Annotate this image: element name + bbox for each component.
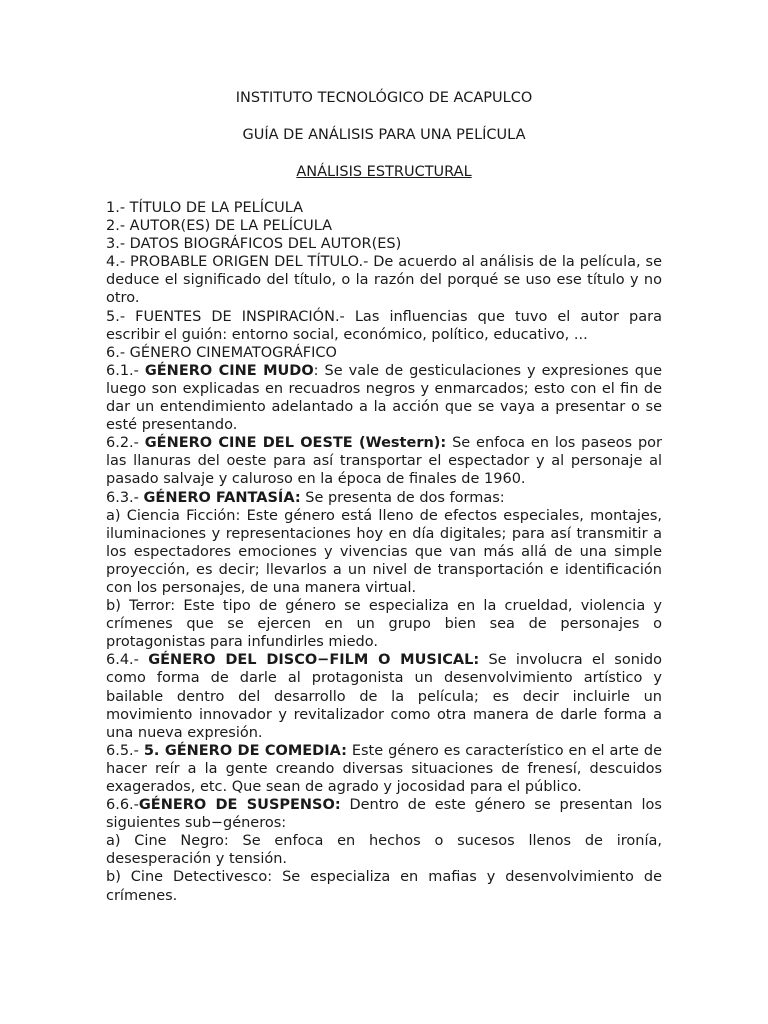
genre-6-6-heading: GÉNERO DE SUSPENSO: — [138, 797, 341, 814]
genre-6-6 — [106, 796, 662, 832]
genre-6-5 — [106, 742, 662, 796]
genre-6-3 — [106, 489, 662, 507]
genre-6-5-num: 6.5.- — [106, 742, 144, 759]
document-body — [106, 199, 662, 905]
item-1: 1.- TÍTULO DE LA PELÍCULA — [106, 200, 304, 216]
item-6: 6.- GÉNERO CINEMATOGRÁFICO — [106, 344, 337, 361]
genre-6-4 — [106, 651, 662, 741]
item-4: 4.- PROBABLE ORIGEN DEL TÍTULO.- De acuerdo al análisis de la película, se deduce el significado del título, o la razón del porqué se uso ese título y no otro. — [106, 254, 662, 307]
genre-6-5-text: Este género es característico en el arte de hacer reír a la gente creando diversas situaciones de frenesí, descuidos exagerados, etc. Que sean de agrado y jocosidad para el público. — [106, 742, 662, 795]
genre-6-3-num: 6.3.- — [106, 489, 144, 506]
genre-6-2 — [106, 434, 662, 488]
institute-title: INSTITUTO TECNOLÓGICO DE ACAPULCO — [235, 90, 533, 106]
genre-6-2-heading: GÉNERO CINE DEL OESTE (Western): — [144, 435, 447, 452]
genre-6-1-text: : Se vale de gesticulaciones y expresiones que luego son explicadas en recuadros negros y enmarcados; esto con el fin de dar un entendimiento adelantado a la acción que se vaya a presentar o se esté presentando. — [106, 362, 663, 434]
genre-6-4-num: 6.4.- — [106, 652, 149, 669]
genre-6-3-a: a) Ciencia Ficción: Este género está lleno de efectos especiales, montajes, iluminaciones y representaciones hoy en día digitales; para así transmitir a los espectadores emociones y vivencias que van más allá de una simple proyección, es decir; llevarlos a un nivel de transportación e identificación con los personajes, de una manera virtual. — [106, 507, 662, 596]
genre-6-1-num: 6.1.- — [106, 362, 145, 379]
item-3: 3.- DATOS BIOGRÁFICOS DEL AUTOR(ES) — [106, 236, 402, 253]
guide-title: GUÍA DE ANÁLISIS PARA UNA PELÍCULA — [242, 127, 526, 143]
genre-6-3-text: Se presenta de dos formas: — [300, 489, 505, 506]
genre-6-3-heading: GÉNERO FANTASÍA: — [143, 489, 301, 506]
item-2: 2.- AUTOR(ES) DE LA PELÍCULA — [106, 218, 333, 235]
genre-6-6-text: Dentro de este género se presentan los siguientes sub−géneros: — [106, 797, 662, 832]
genre-6-6-b: b) Cine Detectivesco: Se especializa en mafias y desenvolvimiento de crímenes. — [106, 869, 662, 904]
genre-6-5-heading: 5. GÉNERO DE COMEDIA: — [143, 742, 347, 759]
genre-6-1 — [106, 362, 662, 434]
genre-6-3-b: b) Terror: Este tipo de género se especializa en la crueldad, violencia y crímenes que se ejercen en un grupo bien sea de personajes o protagonistas para infundirles miedo. — [106, 598, 662, 651]
item-5: 5.- FUENTES DE INSPIRACIÓN.- Las influencias que tuvo el autor para escribir el guión: entorno social, económico, político, educativo, ... — [106, 308, 662, 343]
genre-6-1-heading: GÉNERO CINE MUDO — [144, 362, 314, 379]
genre-6-4-heading: GÉNERO DEL DISCO−FILM O MUSICAL: — [148, 652, 480, 669]
genre-6-2-num: 6.2.- — [106, 435, 145, 452]
genre-6-2-text: Se enfoca en los paseos por las llanuras del oeste para así transportar el espectador y al personaje al pasado salvaje y caluroso en la época de finales de 1960. — [106, 435, 663, 488]
section-title: ANÁLISIS ESTRUCTURAL — [296, 164, 472, 180]
genre-6-6-num: 6.6.- — [106, 797, 139, 814]
genre-6-4-text: Se involucra el sonido como forma de darle al protagonista un desenvolvimiento artístico y bailable dentro del desarrollo de la película; es decir incluirle un movimiento innovador y revitalizador como otra manera de darle forma a una nueva expresión. — [106, 652, 662, 741]
genre-6-6-a: a) Cine Negro: Se enfoca en hechos o sucesos llenos de ironía, desesperación y tensión. — [106, 833, 662, 868]
